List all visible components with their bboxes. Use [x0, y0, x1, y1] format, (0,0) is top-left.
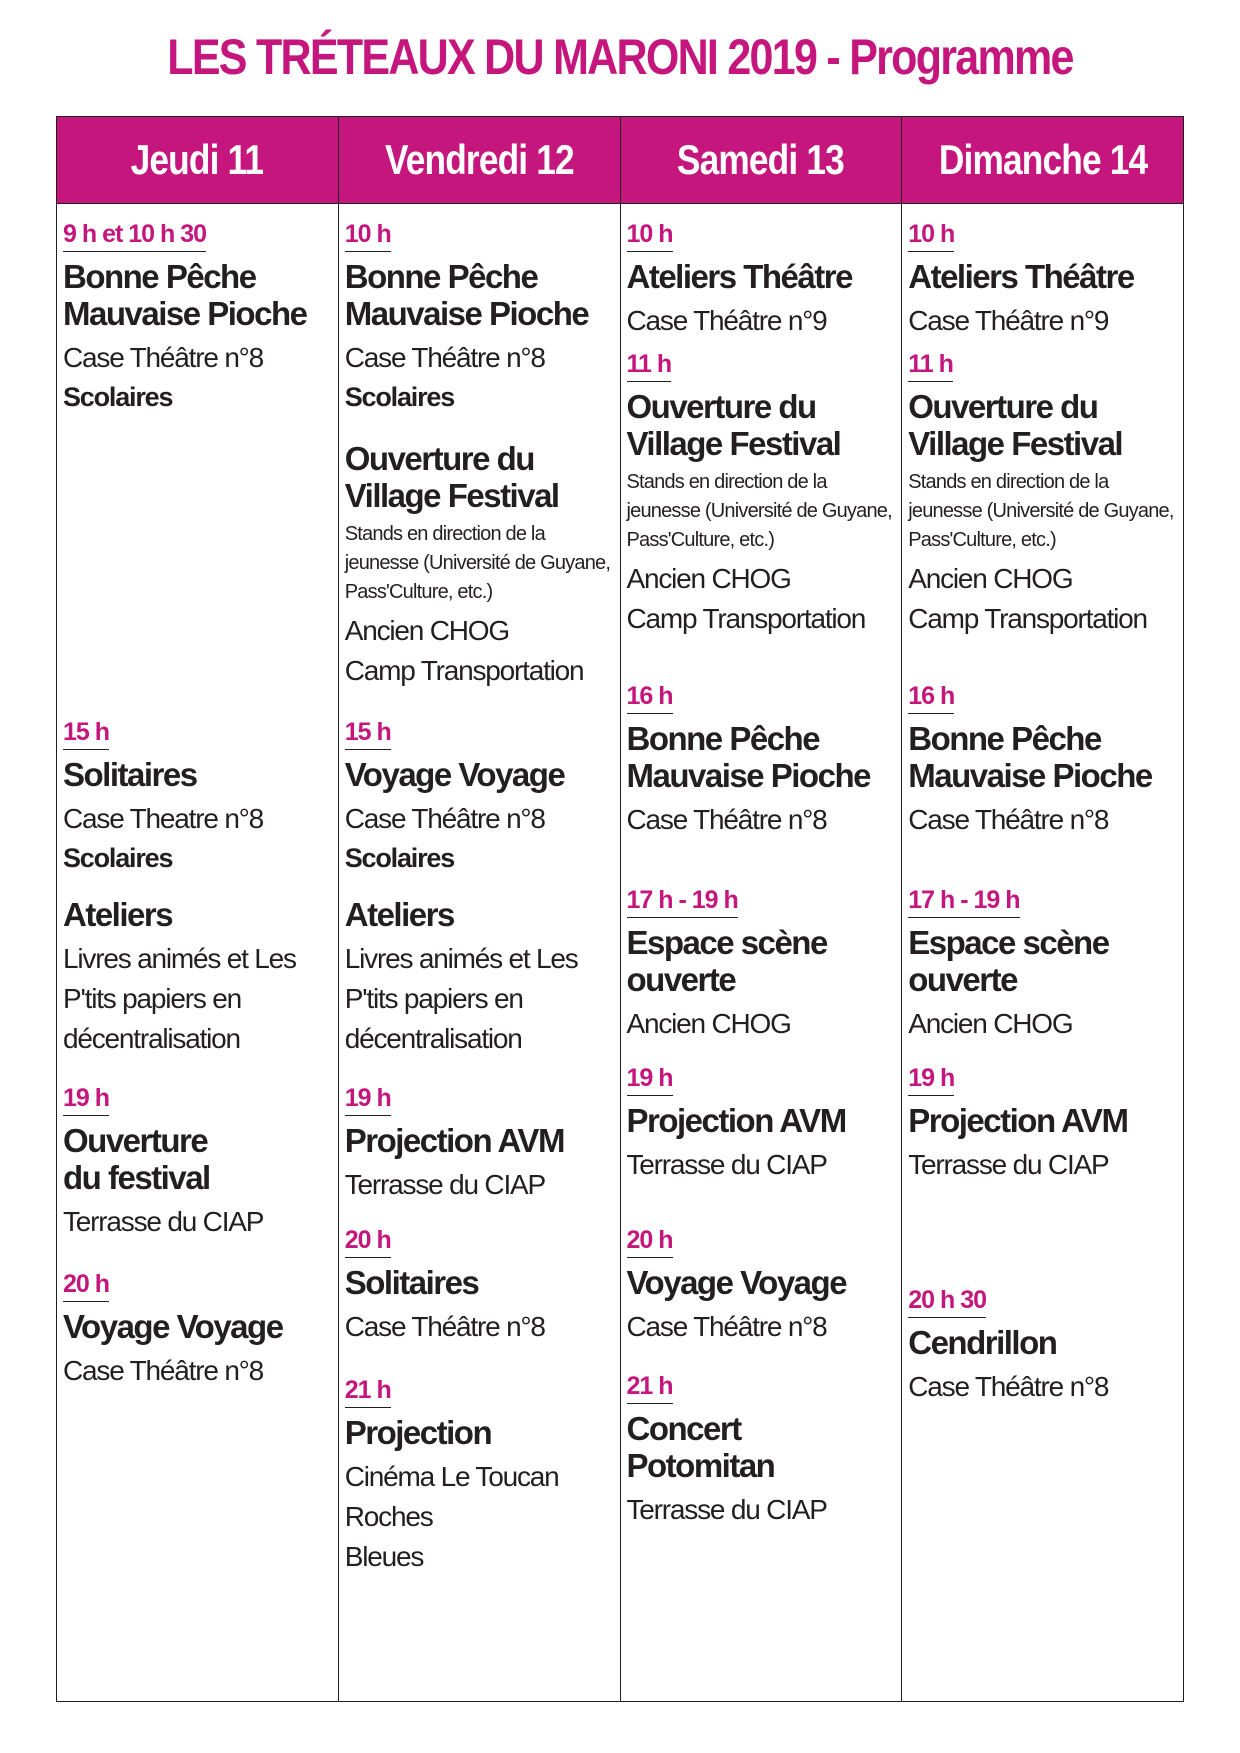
event-note: Stands en direction de la jeunesse (Université de Guyane, Pass'Culture, etc.)	[908, 471, 1174, 551]
event-audience: Scolaires	[344, 382, 455, 412]
event-time: 19 h	[908, 1064, 954, 1096]
event-venue: Ancien CHOG	[626, 1008, 791, 1039]
event-time: 17 h - 19 h	[627, 886, 738, 918]
event-venue: Terrasse du CIAP	[626, 1494, 827, 1525]
event-item	[908, 220, 1177, 341]
event-item	[908, 682, 1177, 840]
event-time: 11 h	[627, 350, 672, 382]
day-column-vendredi	[338, 204, 620, 1701]
event-time: 11 h	[908, 350, 953, 382]
event-time: 21 h	[627, 1372, 673, 1404]
event-time: 20 h	[627, 1226, 673, 1258]
day-label: Dimanche 14	[938, 136, 1147, 183]
event-name: Bonne Pêche Mauvaise Pioche	[908, 720, 1152, 794]
event-venue: Case Théâtre n°8	[908, 804, 1109, 835]
event-name: Voyage Voyage	[63, 1308, 283, 1345]
day-header-vendredi	[338, 117, 620, 203]
event-item	[63, 1084, 332, 1242]
day-label: Vendredi 12	[384, 136, 574, 183]
event-item	[627, 220, 896, 341]
event-name: Bonne Pêche Mauvaise Pioche	[626, 720, 870, 794]
event-item	[345, 896, 614, 1059]
event-time: 19 h	[63, 1084, 109, 1116]
event-venue: Cinéma Le Toucan Roches Bleues	[344, 1461, 559, 1572]
event-item	[345, 220, 614, 416]
event-item	[627, 350, 896, 639]
event-item	[63, 718, 332, 877]
event-time: 19 h	[627, 1064, 673, 1096]
event-venue: Ancien CHOG	[908, 1008, 1073, 1039]
event-venue: Case Théâtre n°8	[626, 1311, 827, 1342]
event-item	[345, 1084, 614, 1205]
event-venue: Case Théâtre n°8	[63, 342, 264, 373]
event-item	[908, 1064, 1177, 1185]
day-label: Jeudi 11	[131, 136, 264, 183]
event-venue: Case Théâtre n°8	[908, 1371, 1109, 1402]
event-venue: Case Théâtre n°8	[344, 1311, 545, 1342]
event-time: 10 h	[908, 220, 954, 252]
event-name: Ateliers Théâtre	[626, 258, 852, 295]
event-time: 10 h	[345, 220, 391, 252]
event-venue: Ancien CHOG Camp Transportation	[626, 563, 866, 634]
event-name: Ateliers	[344, 896, 454, 933]
event-item	[63, 1270, 332, 1391]
event-name: Ouverture du Village Festival	[344, 440, 559, 514]
event-name: Ateliers Théâtre	[908, 258, 1134, 295]
event-item	[63, 896, 332, 1059]
event-item	[345, 1226, 614, 1347]
event-item	[627, 682, 896, 840]
event-venue: Case Théâtre n°9	[626, 305, 827, 336]
event-venue: Livres animés et Les P'tits papiers en décentralisation	[344, 943, 578, 1054]
event-name: Ateliers	[63, 896, 173, 933]
event-time: 19 h	[345, 1084, 391, 1116]
event-time: 20 h	[63, 1270, 109, 1302]
event-name: Concert Potomitan	[626, 1410, 775, 1484]
event-time: 21 h	[345, 1376, 391, 1408]
event-venue: Case Théâtre n°8	[63, 1355, 264, 1386]
event-name: Projection AVM	[908, 1102, 1128, 1139]
event-time: 16 h	[908, 682, 954, 714]
event-item	[908, 350, 1177, 639]
event-venue: Case Theatre n°8	[63, 803, 264, 834]
event-name: Espace scène ouverte	[626, 924, 827, 998]
event-name: Projection	[344, 1414, 492, 1451]
event-venue: Terrasse du CIAP	[626, 1149, 827, 1180]
event-name: Voyage Voyage	[344, 756, 565, 793]
event-venue: Case Théâtre n°8	[344, 342, 545, 373]
event-note: Stands en direction de la jeunesse (Université de Guyane, Pass'Culture, etc.)	[344, 523, 611, 603]
event-item	[345, 1376, 614, 1577]
event-venue: Case Théâtre n°8	[626, 804, 827, 835]
event-venue: Case Théâtre n°8	[344, 803, 545, 834]
day-header-jeudi	[57, 117, 338, 203]
event-item	[345, 718, 614, 877]
event-audience: Scolaires	[63, 843, 173, 873]
event-venue: Ancien CHOG Camp Transportation	[908, 563, 1147, 634]
event-item	[627, 1372, 896, 1530]
day-label: Samedi 13	[677, 136, 845, 183]
event-name: Voyage Voyage	[626, 1264, 847, 1301]
day-column-jeudi	[57, 204, 338, 1701]
page-title: LES TRÉTEAUX DU MARONI 2019 - Programme	[167, 29, 1073, 85]
event-venue: Terrasse du CIAP	[63, 1206, 264, 1237]
event-time: 15 h	[345, 718, 391, 750]
event-name: Bonne Pêche Mauvaise Pioche	[63, 258, 307, 332]
event-venue: Livres animés et Les P'tits papiers en décentralisation	[63, 943, 296, 1054]
event-time: 15 h	[63, 718, 109, 750]
event-name: Projection AVM	[344, 1122, 564, 1159]
event-time: 10 h	[627, 220, 673, 252]
event-venue: Case Théâtre n°9	[908, 305, 1109, 336]
event-item	[908, 886, 1177, 1044]
event-item	[908, 1286, 1177, 1407]
event-item	[345, 440, 614, 691]
event-name: Cendrillon	[908, 1324, 1057, 1361]
day-column-samedi	[620, 204, 902, 1701]
event-name: Solitaires	[63, 756, 197, 793]
event-name: Projection AVM	[626, 1102, 846, 1139]
event-name: Ouverture du festival	[63, 1122, 210, 1196]
event-time: 20 h 30	[908, 1286, 986, 1318]
event-venue: Ancien CHOG Camp Transportation	[344, 615, 584, 686]
event-audience: Scolaires	[344, 843, 455, 873]
event-time: 9 h et 10 h 30	[63, 220, 206, 252]
event-name: Solitaires	[344, 1264, 479, 1301]
event-time: 20 h	[345, 1226, 391, 1258]
event-audience: Scolaires	[63, 382, 173, 412]
event-item	[627, 1064, 896, 1185]
day-header-dimanche	[901, 117, 1183, 203]
event-note: Stands en direction de la jeunesse (Université de Guyane, Pass'Culture, etc.)	[626, 471, 892, 551]
event-name: Ouverture du Village Festival	[908, 388, 1123, 462]
event-item	[627, 1226, 896, 1347]
event-item	[627, 886, 896, 1044]
event-venue: Terrasse du CIAP	[908, 1149, 1109, 1180]
event-name: Bonne Pêche Mauvaise Pioche	[344, 258, 589, 332]
event-time: 17 h - 19 h	[908, 886, 1019, 918]
day-header-row	[57, 117, 1183, 204]
day-header-samedi	[620, 117, 902, 203]
day-column-dimanche	[901, 204, 1183, 1701]
event-name: Ouverture du Village Festival	[626, 388, 841, 462]
schedule-body	[57, 204, 1183, 1701]
programme-table	[56, 116, 1184, 1702]
event-name: Espace scène ouverte	[908, 924, 1109, 998]
event-time: 16 h	[627, 682, 673, 714]
event-item	[63, 220, 332, 416]
event-venue: Terrasse du CIAP	[344, 1169, 545, 1200]
